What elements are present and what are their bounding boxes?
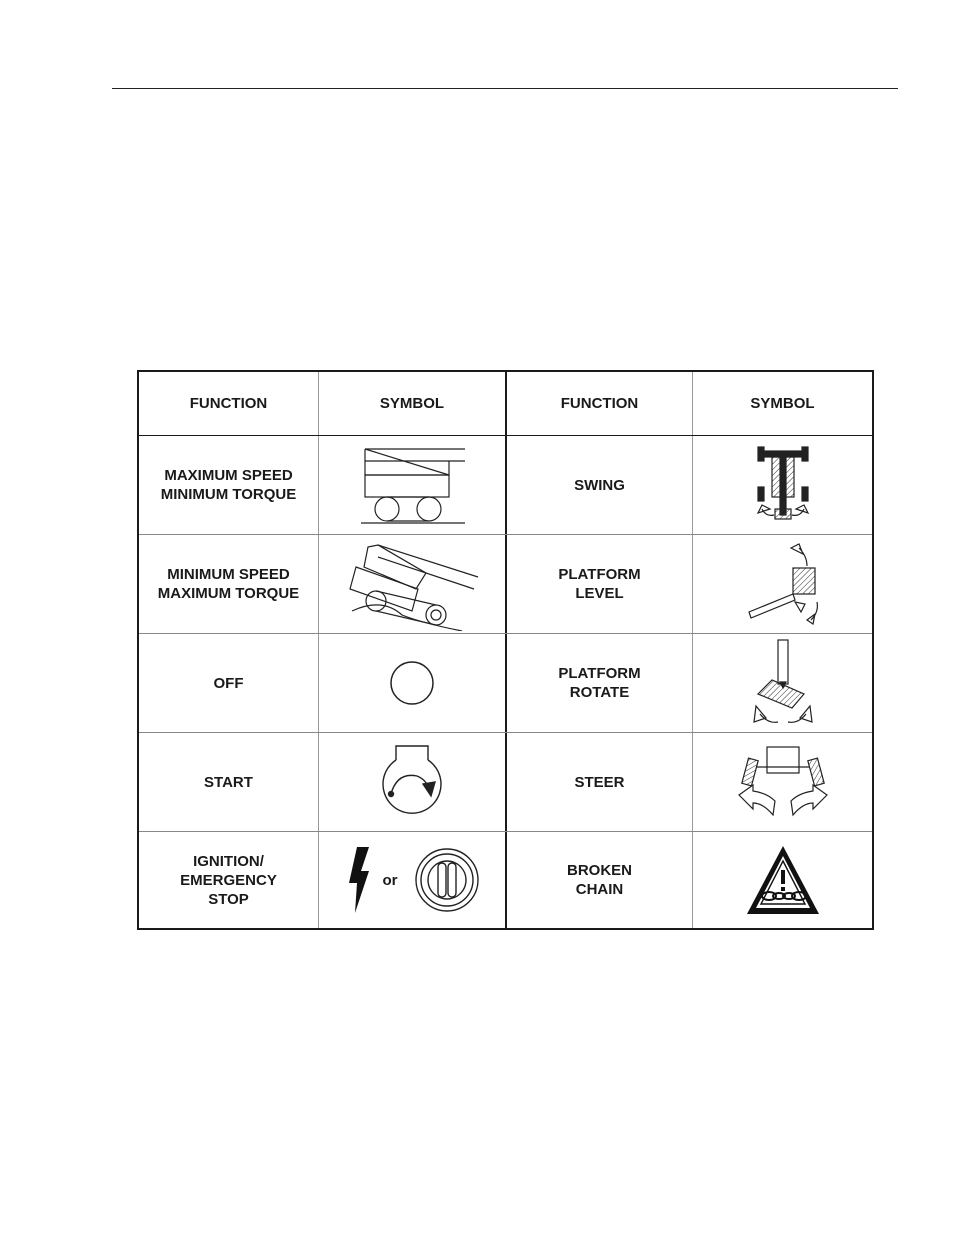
function-label: SWING <box>574 476 625 494</box>
table-row <box>139 535 872 633</box>
swing-icon <box>748 443 818 527</box>
function-label: START <box>204 773 253 791</box>
or-label: or <box>382 871 398 889</box>
broken-chain-warning-icon <box>745 842 821 918</box>
function-symbol-table <box>137 370 874 930</box>
function-label: BROKEN CHAIN <box>566 862 632 898</box>
function-label: MAXIMUM SPEED MINIMUM TORQUE <box>160 467 297 503</box>
header-rule <box>112 88 898 89</box>
header-function-right: FUNCTION <box>507 372 693 435</box>
table-header-row <box>139 372 872 435</box>
platform-level-icon <box>743 540 823 628</box>
header-function-left: FUNCTION <box>139 372 319 435</box>
table-row <box>139 832 872 928</box>
header-symbol-right: SYMBOL <box>750 395 815 412</box>
min-speed-machine-icon <box>342 537 482 631</box>
max-speed-machine-icon <box>357 443 467 527</box>
table-row <box>139 634 872 732</box>
table-row <box>139 436 872 534</box>
emergency-stop-button-icon <box>414 847 480 913</box>
function-label: PLATFORM LEVEL <box>558 566 641 602</box>
off-circle-icon <box>387 658 437 708</box>
function-label: STEER <box>574 773 625 791</box>
lightning-bolt-icon <box>345 845 375 915</box>
platform-rotate-icon <box>748 638 818 728</box>
steer-icon <box>733 745 833 819</box>
function-label: OFF <box>213 674 244 692</box>
function-label: PLATFORM ROTATE <box>558 665 641 701</box>
table-row <box>139 733 872 831</box>
header-symbol-left: SYMBOL <box>319 372 507 435</box>
function-label: IGNITION/ EMERGENCY STOP <box>180 852 277 908</box>
function-label: MINIMUM SPEED MAXIMUM TORQUE <box>157 566 300 602</box>
start-key-icon <box>379 742 445 822</box>
